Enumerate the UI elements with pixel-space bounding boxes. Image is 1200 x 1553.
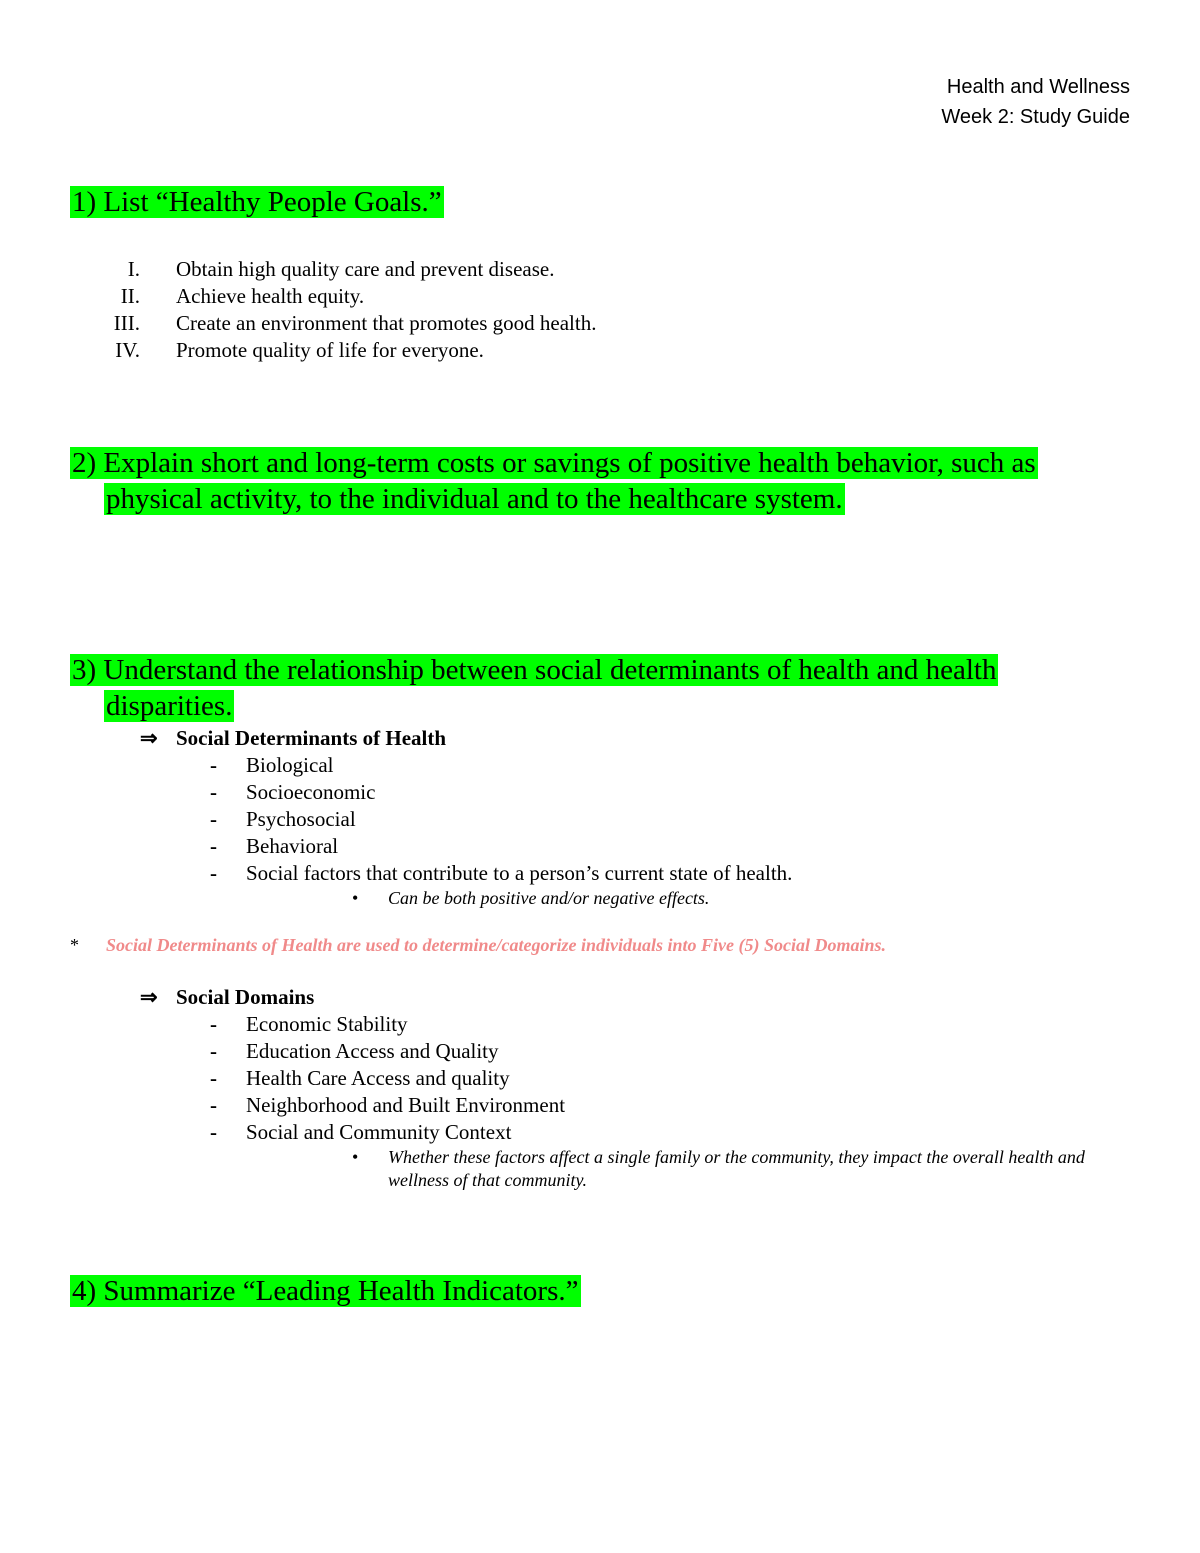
dash-icon: - bbox=[210, 753, 217, 777]
domain-item-text: Education Access and Quality bbox=[246, 1039, 499, 1063]
guide-title: Week 2: Study Guide bbox=[941, 106, 1130, 128]
domain-item-text: Economic Stability bbox=[246, 1012, 408, 1036]
dash-icon: - bbox=[210, 1012, 217, 1036]
star-icon: * bbox=[70, 935, 79, 955]
domain-item-text: Social and Community Context bbox=[246, 1120, 512, 1144]
question-3-line-1: 3) Understand the relationship between social determinants of health and health bbox=[72, 654, 997, 686]
sdoh-item-text: Behavioral bbox=[246, 834, 339, 858]
domains-heading-text: Social Domains bbox=[176, 985, 315, 1009]
double-right-arrow-icon: ⇒ bbox=[140, 726, 158, 750]
goal-text: Achieve health equity. bbox=[176, 284, 365, 308]
bullet-icon: • bbox=[352, 888, 359, 908]
goal-num: II. bbox=[120, 284, 140, 308]
dash-icon: - bbox=[210, 807, 217, 831]
sdoh-item-text: Biological bbox=[246, 753, 334, 777]
question-2-line-1: 2) Explain short and long-term costs or savings of positive health behavior, such as bbox=[72, 447, 1036, 479]
domains-heading bbox=[140, 984, 314, 1011]
question-2-line-2: physical activity, to the individual and to the healthcare system. bbox=[106, 483, 843, 515]
domains-note-text: Whether these factors affect a single family or the community, they impact the overall health and wellness of that community. bbox=[388, 1147, 1085, 1190]
bullet-icon: • bbox=[352, 1147, 359, 1167]
question-1-text: 1) List “Healthy People Goals.” bbox=[72, 186, 442, 218]
document-header bbox=[941, 72, 1130, 132]
sdoh-item-text: Socioeconomic bbox=[246, 780, 376, 804]
star-note-text: Social Determinants of Health are used to determine/categorize individuals into Five (5) Social Domains. bbox=[106, 935, 887, 955]
dash-icon: - bbox=[210, 1120, 217, 1144]
domain-item-text: Neighborhood and Built Environment bbox=[246, 1093, 566, 1117]
domain-item-text: Health Care Access and quality bbox=[246, 1066, 510, 1090]
dash-icon: - bbox=[210, 834, 217, 858]
dash-icon: - bbox=[210, 1039, 217, 1063]
double-right-arrow-icon: ⇒ bbox=[140, 985, 158, 1009]
sdoh-item-text: Psychosocial bbox=[246, 807, 356, 831]
goal-text: Create an environment that promotes good health. bbox=[176, 311, 597, 335]
goal-num: I. bbox=[127, 257, 140, 281]
goal-text: Promote quality of life for everyone. bbox=[176, 338, 484, 362]
sdoh-item-text: Social factors that contribute to a person’s current state of health. bbox=[246, 861, 793, 885]
sdoh-heading-text: Social Determinants of Health bbox=[176, 726, 447, 750]
goal-num: III. bbox=[113, 311, 140, 335]
question-4 bbox=[70, 1273, 1128, 1309]
dash-icon: - bbox=[210, 1066, 217, 1090]
sdoh-heading bbox=[140, 725, 446, 752]
goal-num: IV. bbox=[115, 338, 140, 362]
dash-icon: - bbox=[210, 861, 217, 885]
question-3 bbox=[70, 652, 1128, 724]
course-title: Health and Wellness bbox=[946, 76, 1130, 98]
dash-icon: - bbox=[210, 1093, 217, 1117]
question-3-line-2: disparities. bbox=[106, 690, 233, 722]
question-2 bbox=[70, 445, 1128, 517]
goal-text: Obtain high quality care and prevent disease. bbox=[176, 257, 555, 281]
question-4-text: 4) Summarize “Leading Health Indicators.” bbox=[72, 1275, 579, 1307]
sdoh-note-text: Can be both positive and/or negative effects. bbox=[388, 888, 710, 908]
dash-icon: - bbox=[210, 780, 217, 804]
question-1 bbox=[70, 184, 1128, 220]
